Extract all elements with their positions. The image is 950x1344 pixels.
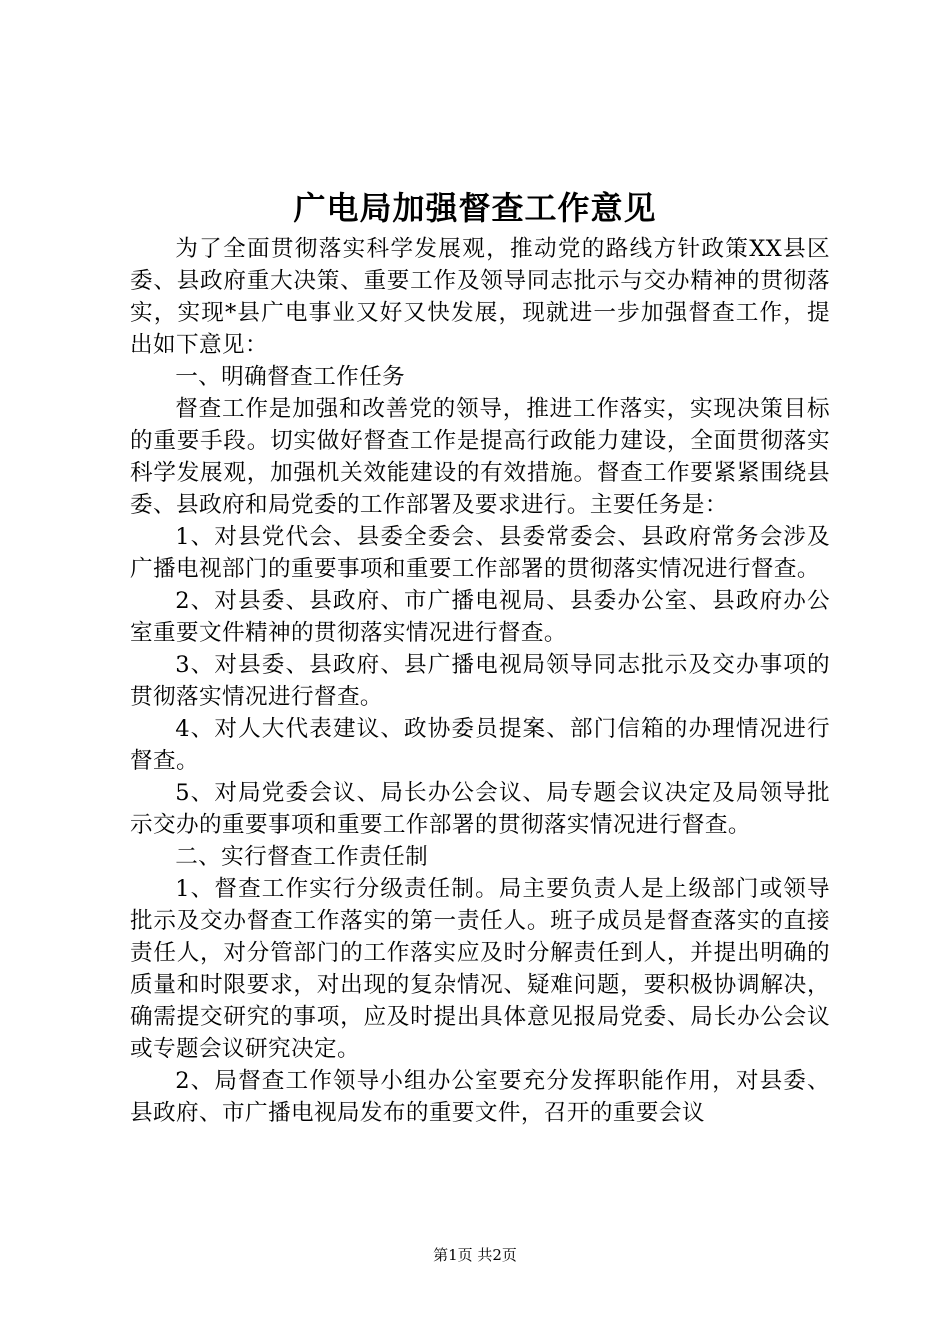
paragraph-section-2-item-2: 2、局督查工作领导小组办公室要充分发挥职能作用，对县委、县政府、市广播电视局发布的重要文件，召开的重要会议 <box>130 1068 830 1126</box>
list-item-4: 4、对人大代表建议、政协委员提案、部门信箱的办理情况进行督查。 <box>130 716 830 774</box>
section-heading-2: 二、实行督查工作责任制 <box>175 844 429 870</box>
document-body <box>130 233 830 1129</box>
list-item-3: 3、对县委、县政府、县广播电视局领导同志批示及交办事项的贯彻落实情况进行督查。 <box>130 652 830 710</box>
list-item-5: 5、对局党委会议、局长办公会议、局专题会议决定及局领导批示交办的重要事项和重要工作部署的贯彻落实情况进行督查。 <box>130 780 830 838</box>
list-item-2: 2、对县委、县政府、市广播电视局、县委办公室、县政府办公室重要文件精神的贯彻落实情况进行督查。 <box>130 588 830 646</box>
paragraph-section-1: 督查工作是加强和改善党的领导，推进工作落实，实现决策目标的重要手段。切实做好督查工作是提高行政能力建设，全面贯彻落实科学发展观，加强机关效能建设的有效措施。督查工作要紧紧围绕县委、县政府和局党委的工作部署及要求进行。主要任务是： <box>130 396 830 518</box>
section-heading-1: 一、明确督查工作任务 <box>175 364 406 390</box>
paragraph-intro: 为了全面贯彻落实科学发展观，推动党的路线方针政策XX县区委、县政府重大决策、重要工作及领导同志批示与交办精神的贯彻落实，实现*县广电事业又好又快发展，现就进一步加强督查工作，提出如下意见： <box>130 236 830 358</box>
list-item-1: 1、对县党代会、县委全委会、县委常委会、县政府常务会涉及广播电视部门的重要事项和重要工作部署的贯彻落实情况进行督查。 <box>130 524 830 582</box>
page-footer: 第1页 共2页 <box>433 1246 517 1264</box>
paragraph-section-2-item-1: 1、督查工作实行分级责任制。局主要负责人是上级部门或领导批示及交办督查工作落实的第一责任人。班子成员是督查落实的直接责任人，对分管部门的工作落实应及时分解责任到人，并提出明确的质量和时限要求，对出现的复杂情况、疑难问题，要积极协调解决，确需提交研究的事项，应及时提出具体意见报局党委、局长办公会议或专题会议研究决定。 <box>130 876 830 1062</box>
document-title: 广电局加强督查工作意见 <box>293 189 657 227</box>
